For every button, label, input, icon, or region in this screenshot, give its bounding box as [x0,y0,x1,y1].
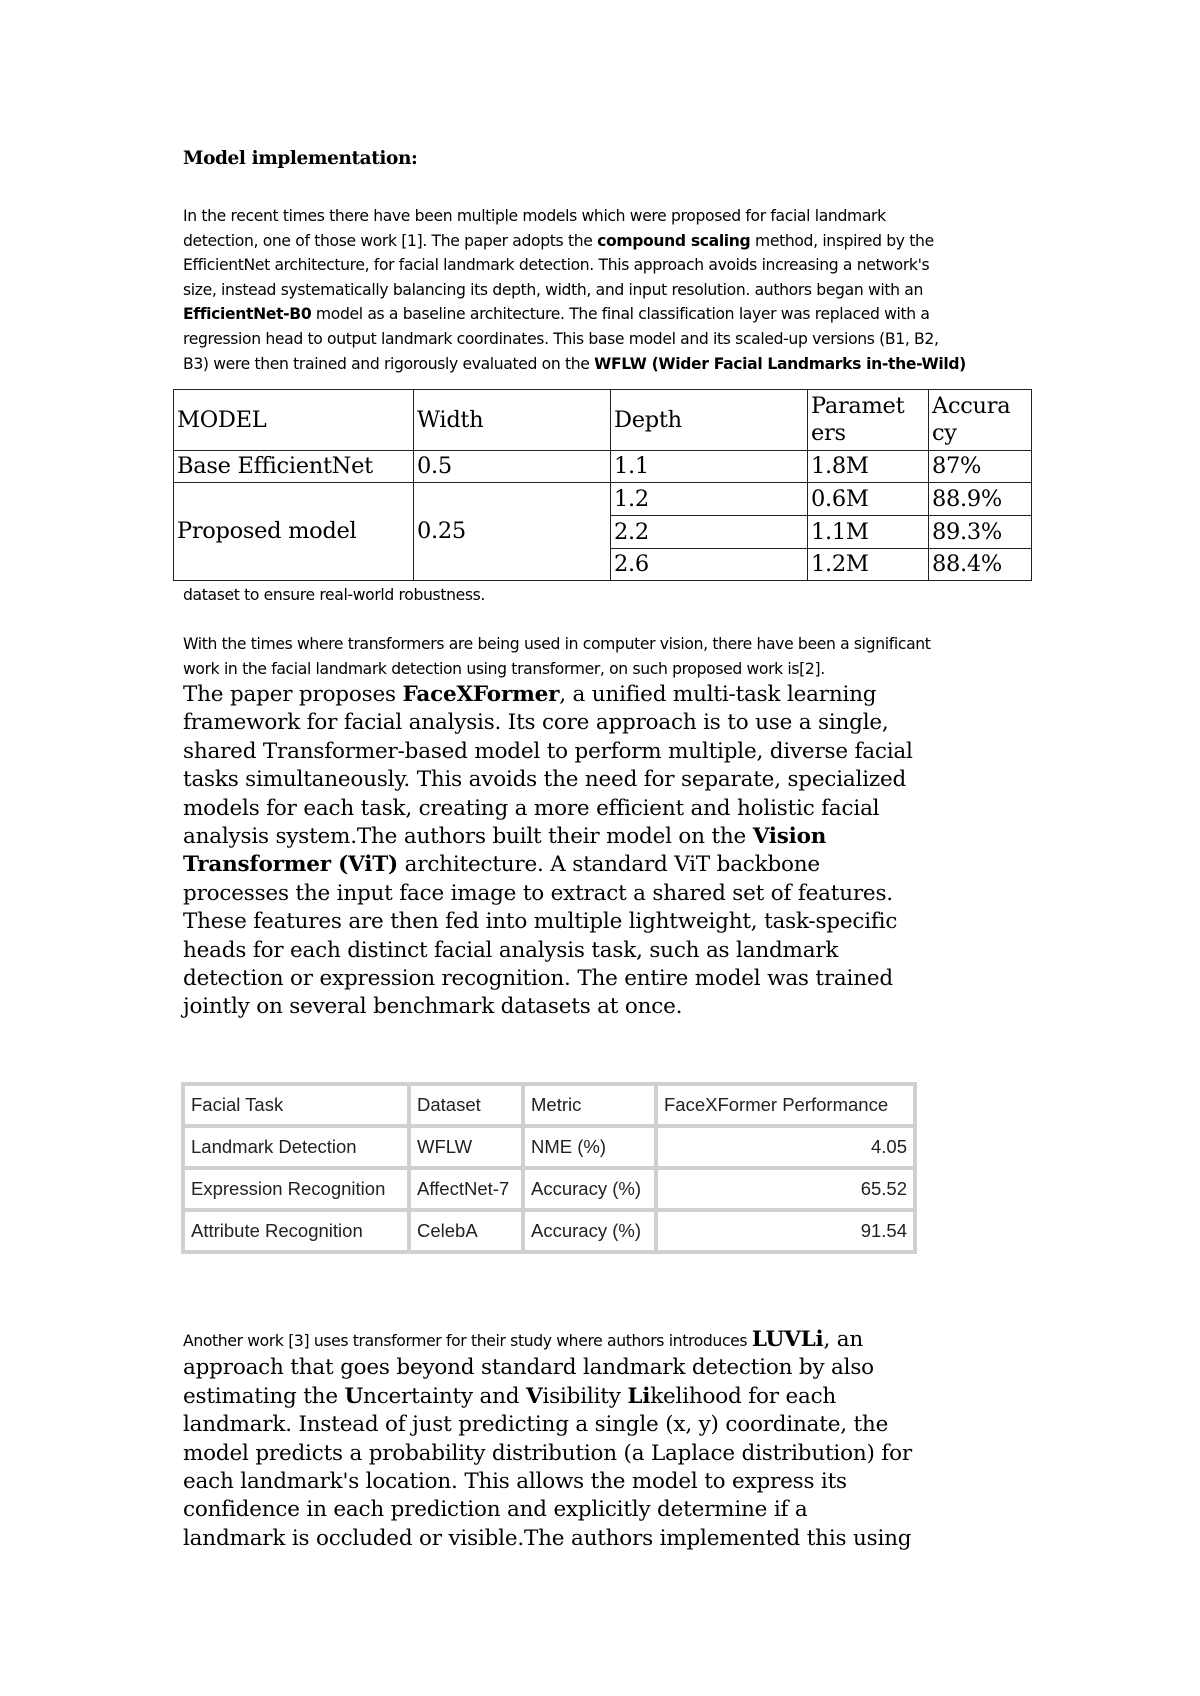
inline-text: framework for facial analysis. Its core approach is to use a single, [183,710,889,736]
table-cell: 0.6M [808,483,929,516]
inline-text: estimating the [183,1383,345,1409]
section-heading: Model implementation: [183,148,418,169]
inline-bold: U [344,1383,364,1409]
table-row [174,451,1032,483]
table-cell: 2.2 [611,516,808,549]
text-line [183,229,1043,254]
inline-bold: Vision [752,824,827,850]
header-cell: MODEL [174,390,414,451]
text-line [183,823,1063,851]
inline-text: These features are then fed into multiple lightweight, task-specific [183,909,898,935]
table-cell: Base EfficientNet [174,451,414,483]
text-line [183,880,1063,908]
table-cell: Landmark Detection [183,1126,409,1168]
inline-text: method, inspired by the [750,231,934,250]
text-line [183,1525,1063,1553]
table-cell: 87% [929,451,1032,483]
inline-bold: EfficientNet-B0 [183,305,312,324]
facexformer-performance-table [181,1082,917,1254]
text-line [183,278,1043,303]
inline-bold: Transformer (ViT) [183,852,399,878]
header-cell: Metric [523,1084,656,1126]
table-row [183,1126,915,1168]
text-line [183,1326,1063,1354]
text-line [183,908,1063,936]
table-cell: 2.6 [611,549,808,581]
inline-text: approach that goes beyond standard landmark detection by also [183,1355,874,1381]
inline-text: , an [823,1327,864,1352]
text-line [183,681,1063,709]
inline-text: ncertainty and [363,1383,527,1409]
text-line [183,1383,1063,1411]
text-line [183,1468,1063,1496]
text-line [183,1496,1063,1524]
text-line [183,937,1063,965]
table-cell: Accuracy (%) [523,1168,656,1210]
table-header-row [183,1084,915,1126]
paragraph-efficientnet [183,204,1043,376]
table-cell: 4.05 [656,1126,915,1168]
inline-text: B3) were then trained and rigorously evaluated on the [183,354,595,373]
table-cell: 0.25 [414,483,611,581]
text-line [183,327,1043,352]
inline-text: each landmark's location. This allows the model to express its [183,1469,847,1495]
inline-text: landmark is occluded or visible.The authors implemented this using [183,1525,912,1551]
inline-text: architecture. A standard ViT backbone [398,852,820,878]
inline-text: detection or expression recognition. The entire model was trained [183,966,893,992]
table-row [174,483,1032,516]
inline-bold: V [526,1383,543,1409]
inline-text: models for each task, creating a more efficient and holistic facial [183,795,880,821]
efficientnet-results-table [173,389,1032,581]
table-cell: AffectNet-7 [409,1168,523,1210]
text-line [183,352,1043,377]
inline-bold: FaceXFormer [402,682,560,707]
inline-text: processes the input face image to extract a shared set of features. [183,880,893,906]
text-line [183,302,1043,327]
table-cell: Proposed model [174,483,414,581]
text-line [183,253,1043,278]
inline-bold: Li [627,1383,651,1409]
inline-text: kelihood for each [650,1383,837,1409]
table-cell: 91.54 [656,1210,915,1252]
inline-text: The paper proposes [183,682,403,707]
header-cell: Facial Task [183,1084,409,1126]
inline-text: work in the facial landmark detection using transformer, on such proposed work is[2]. [183,659,825,678]
table-cell: 88.9% [929,483,1032,516]
text-line [183,965,1063,993]
header-cell: Paramet ers [808,390,929,451]
text-line [183,709,1063,737]
header-cell: FaceXFormer Performance [656,1084,915,1126]
table-cell: 1.1 [611,451,808,483]
inline-text: model predicts a probability distribution (a Laplace distribution) for [183,1440,912,1466]
text-line [183,1440,1063,1468]
inline-text: model as a baseline architecture. The final classification layer was replaced with a [311,305,930,324]
inline-bold: WFLW (Wider Facial Landmarks in-the-Wild) [594,354,966,373]
text-line [183,738,1063,766]
inline-text: landmark. Instead of just predicting a single (x, y) coordinate, the [183,1412,889,1438]
paragraph-continuation: dataset to ensure real-world robustness. [183,586,486,604]
text-line [183,851,1063,879]
table-cell: WFLW [409,1126,523,1168]
table-cell: 65.52 [656,1168,915,1210]
table-cell: Accuracy (%) [523,1210,656,1252]
text-line [183,204,1043,229]
text-line [183,1411,1063,1439]
text-line [183,632,1043,657]
table-cell: 89.3% [929,516,1032,549]
text-line [183,766,1063,794]
inline-bold: compound scaling [597,231,751,250]
table-cell: 1.1M [808,516,929,549]
inline-text: heads for each distinct facial analysis task, such as landmark [183,937,839,963]
table-row [183,1168,915,1210]
inline-text: tasks simultaneously. This avoids the need for separate, specialized [183,767,907,793]
text-line [183,993,1063,1021]
header-cell: Width [414,390,611,451]
header-cell: Accura cy [929,390,1032,451]
paragraph-luvli [183,1326,1063,1553]
header-cell: Depth [611,390,808,451]
table-row [183,1210,915,1252]
header-cell: Dataset [409,1084,523,1126]
inline-text: EfficientNet architecture, for facial landmark detection. This approach avoids increasing a network's [183,256,930,275]
inline-bold: LUVLi [751,1327,824,1352]
inline-text: isibility [542,1383,628,1409]
inline-text: analysis system.The authors built their model on the [183,824,753,850]
table-cell: 1.2 [611,483,808,516]
inline-text: confidence in each prediction and explicitly determine if a [183,1497,808,1523]
paragraph-transformers-intro [183,632,1043,681]
table-cell: NME (%) [523,1126,656,1168]
inline-text: regression head to output landmark coordinates. This base model and its scaled-up versions (B1, B2, [183,329,939,348]
inline-text: , a unified multi-task learning [559,682,877,707]
text-line [183,795,1063,823]
inline-text: Another work [3] uses transformer for their study where authors introduces [183,1332,752,1350]
table-cell: Attribute Recognition [183,1210,409,1252]
table-header-row [174,390,1032,451]
table-cell: CelebA [409,1210,523,1252]
inline-text: With the times where transformers are being used in computer vision, there have been a significant [183,635,931,653]
table-cell: Expression Recognition [183,1168,409,1210]
inline-text: size, instead systematically balancing its depth, width, and input resolution. authors began with an [183,280,923,299]
table-cell: 88.4% [929,549,1032,581]
table-cell: 1.8M [808,451,929,483]
inline-text: shared Transformer-based model to perform multiple, diverse facial [183,738,913,764]
table-cell: 0.5 [414,451,611,483]
text-line [183,657,1043,682]
inline-text: jointly on several benchmark datasets at once. [183,994,683,1020]
inline-text: detection, one of those work [1]. The paper adopts the [183,231,598,250]
table-cell: 1.2M [808,549,929,581]
paragraph-facexformer [183,681,1063,1022]
text-line [183,1354,1063,1382]
inline-text: In the recent times there have been multiple models which were proposed for facial landmark [183,207,886,225]
